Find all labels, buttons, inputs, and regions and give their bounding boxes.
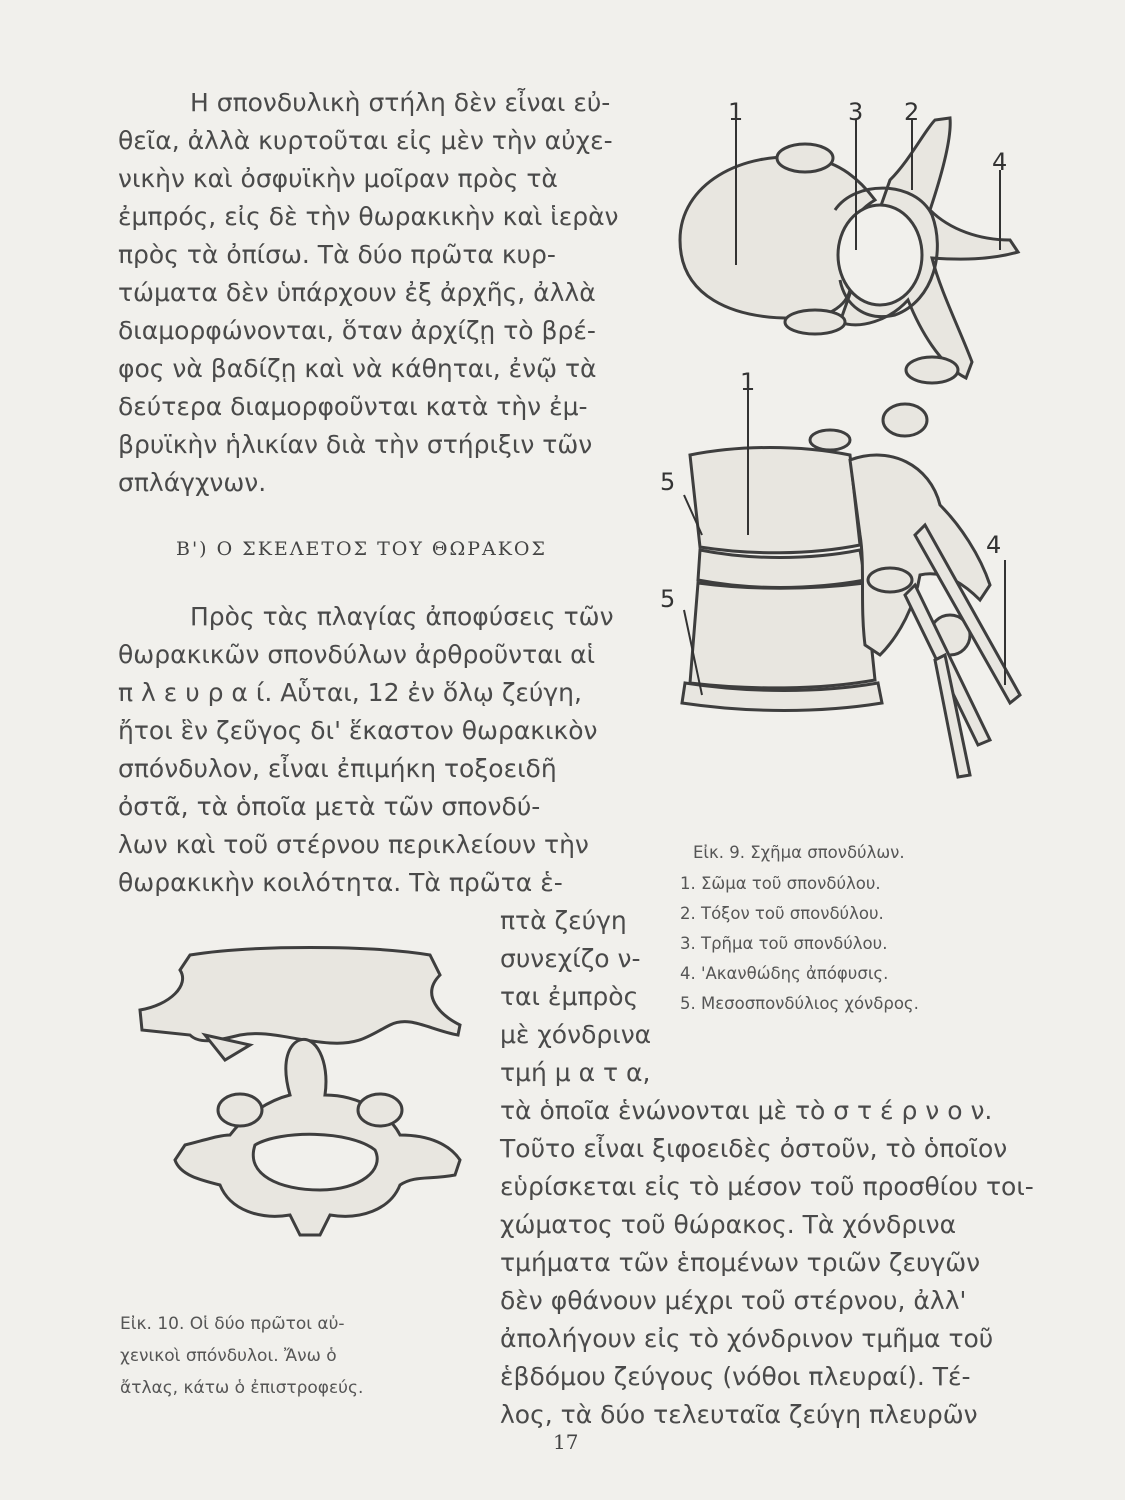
text-line: θωρακικῶν σπονδύλων ἀρθροῦνται αἱ [118,640,596,669]
text-line: ὀστᾶ, τὰ ὁποῖα μετὰ τῶν σπονδύ- [118,792,541,821]
text-line: χώματος τοῦ θώρακος. Τὰ χόνδρινα [500,1210,957,1239]
fig9-label: 2 [904,98,920,126]
text-line: τμήματα τῶν ἑπομένων τριῶν ζευγῶν [500,1248,981,1277]
section-heading: Β') Ο ΣΚΕΛΕΤΟΣ ΤΟΥ ΘΩΡΑΚΟΣ [176,538,547,560]
text-line: ἑβδόμου ζεύγους (νόθοι πλευραί). Τέ- [500,1362,971,1391]
text-line: ἐμπρός, εἰς δὲ τὴν θωρακικὴν καὶ ἱερὰν [118,202,619,231]
text-line: ται ἐμπρὸς [500,982,639,1011]
fig9-label: 5 [660,585,676,613]
text-line: σπλάγχνων. [118,468,267,497]
fig10-atlas-axis-illustration [130,935,480,1315]
text-line: ἀπολήγουν εἰς τὸ χόνδρινον τμῆμα τοῦ [500,1324,994,1353]
fig9-legend-item: 5. Μεσοσπονδύλιος χόνδρος. [680,994,919,1013]
text-line: τώματα δὲν ὑπάρχουν ἐξ ἀρχῆς, ἀλλὰ [118,278,596,307]
text-line: λος, τὰ δύο τελευταῖα ζεύγη πλευρῶν [500,1400,978,1429]
text-line: Η σπονδυλικὴ στήλη δὲν εἶναι εὐ- [190,88,611,117]
text-line: συνεχίζο ν- [500,944,641,973]
text-line: σπόνδυλον, εἶναι ἐπιμήκη τοξοειδῆ [118,754,557,783]
fig10-caption-line: χενικοὶ σπόνδυλοι. Ἄνω ὁ [120,1346,337,1366]
text-line: δὲν φθάνουν μέχρι τοῦ στέρνου, ἀλλ' [500,1286,967,1315]
fig9-legend-item: 2. Τόξον τοῦ σπονδύλου. [680,904,884,923]
page-number: 17 [553,1430,579,1454]
fig10-caption-line: ἄτλας, κάτω ὁ ἐπιστροφεύς. [120,1378,364,1398]
text-line: ἤτοι ἓν ζεῦγος δι' ἕκαστον θωρακικὸν [118,716,598,745]
text-line: τὰ ὁποῖα ἑνώνονται μὲ τὸ σ τ έ ρ ν ο ν. [500,1096,993,1125]
fig10-caption-line: Εἰκ. 10. Οἱ δύο πρῶτοι αὐ- [120,1314,345,1334]
fig9-label: 4 [986,531,1002,559]
fig9-legend-item: 4. 'Ακανθώδης ἀπόφυσις. [680,964,889,983]
fig9-label: 5 [660,468,676,496]
text-line: π λ ε υ ρ α ί. Αὗται, 12 ἐν ὅλῳ ζεύγη, [118,678,582,707]
text-line: θωρακικὴν κοιλότητα. Τὰ πρῶτα ἑ- [118,868,563,897]
text-line: Τοῦτο εἶναι ξιφοειδὲς ὀστοῦν, τὸ ὁποῖον [500,1134,1008,1163]
text-line: λων καὶ τοῦ στέρνου περικλείουν τὴν [118,830,589,859]
text-line: διαμορφώνονται, ὅταν ἀρχίζῃ τὸ βρέ- [118,316,596,345]
fig9-label: 3 [848,98,864,126]
text-line: φος νὰ βαδίζῃ καὶ νὰ κάθηται, ἐνῷ τὰ [118,354,597,383]
text-line: θεῖα, ἀλλὰ κυρτοῦται εἰς μὲν τὴν αὐχε- [118,126,613,155]
text-line: πτὰ ζεύγη [500,906,627,935]
text-line: νικὴν καὶ ὀσφυϊκὴν μοῖραν πρὸς τὰ [118,164,558,193]
fig9-caption-title: Εἰκ. 9. Σχῆμα σπονδύλων. [693,843,905,862]
fig9-legend-item: 3. Τρῆμα τοῦ σπονδύλου. [680,934,888,953]
fig9-label: 1 [740,368,756,396]
fig9-legend-item: 1. Σῶμα τοῦ σπονδύλου. [680,874,881,893]
fig9-vertebrae-side-view [660,368,1040,815]
text-line: δεύτερα διαμορφοῦνται κατὰ τὴν ἐμ- [118,392,588,421]
text-line: πρὸς τὰ ὀπίσω. Τὰ δύο πρῶτα κυρ- [118,240,556,269]
text-line: εὑρίσκεται εἰς τὸ μέσον τοῦ προσθίου τοι- [500,1172,1034,1201]
text-line: βρυϊκὴν ἡλικίαν διὰ τὴν στήριξιν τῶν [118,430,593,459]
text-line: Πρὸς τὰς πλαγίας ἀποφύσεις τῶν [190,602,614,631]
fig9-label: 1 [728,98,744,126]
text-line: τμή μ α τ α, [500,1058,651,1087]
fig9-label: 4 [992,148,1008,176]
fig9-vertebra-top-view [640,90,1040,400]
text-line: μὲ χόνδρινα [500,1020,652,1049]
